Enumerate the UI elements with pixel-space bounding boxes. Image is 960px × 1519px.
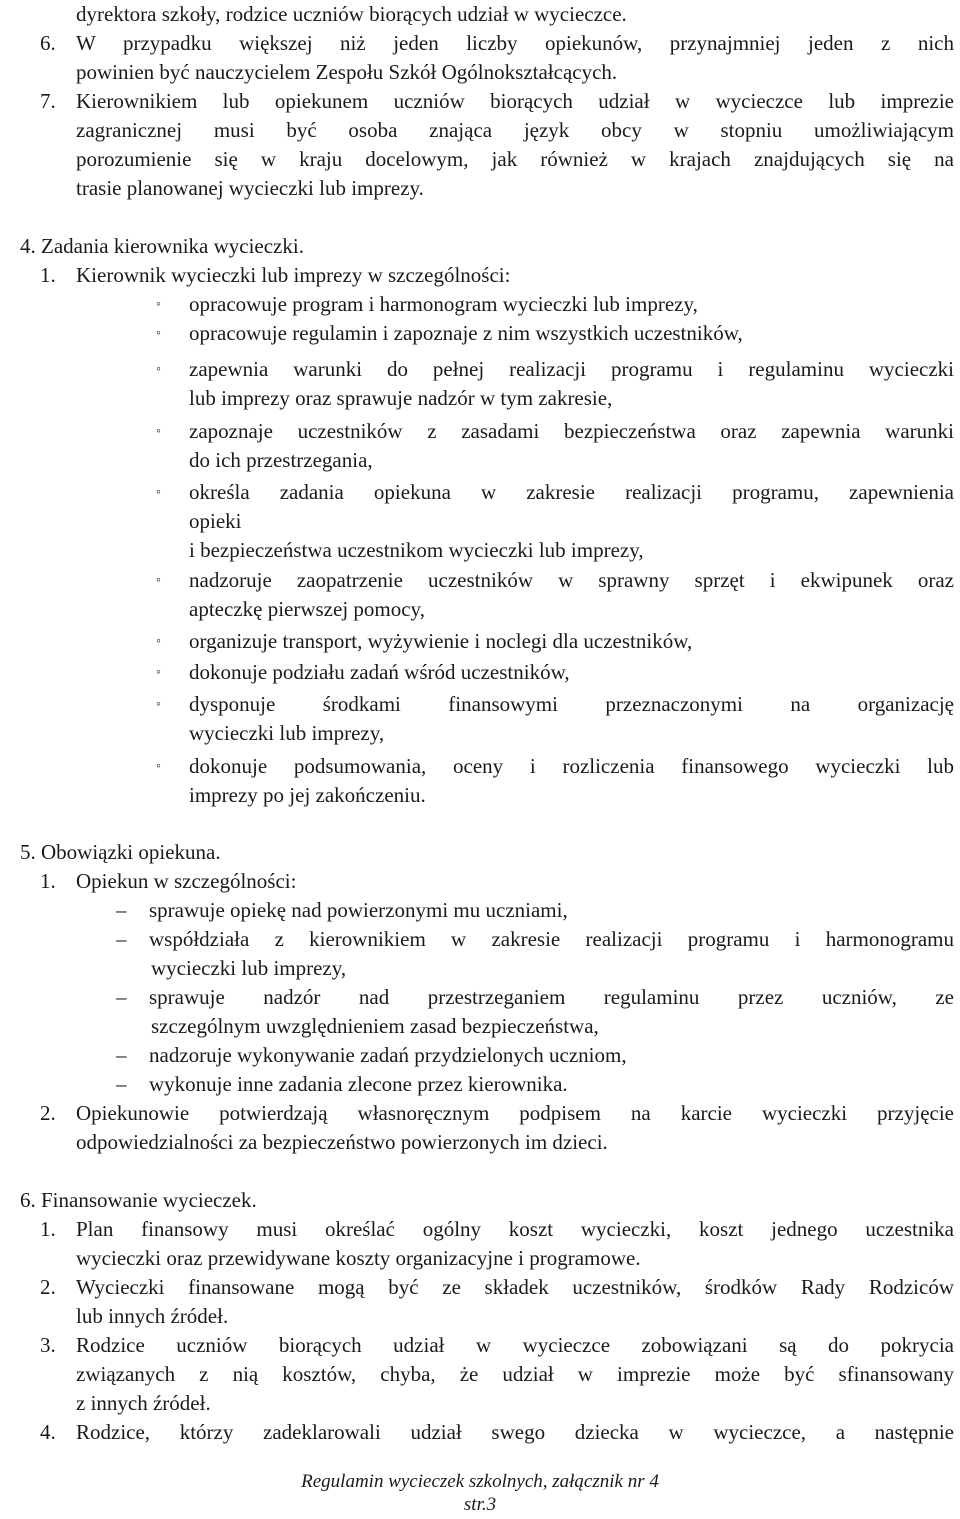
list-number: 1. — [40, 869, 56, 893]
text-line: porozumienie się w kraju docelowym, jak również w krajach znajdujących się na — [76, 147, 954, 171]
dash-icon: – — [116, 1072, 127, 1096]
bullet-text: dysponuje środkami finansowymi przeznaczonymi na organizację — [189, 692, 954, 716]
bullet-icon: ◦ — [156, 634, 161, 649]
dash-text: szczególnym uwzględnieniem zasad bezpieczeństwa, — [151, 1014, 599, 1038]
text-line: dyrektora szkoły, rodzice uczniów biorących udział w wycieczce. — [76, 2, 627, 26]
bullet-icon: ◦ — [156, 424, 161, 439]
bullet-text: dokonuje podziału zadań wśród uczestników, — [189, 660, 570, 684]
bullet-text: określa zadania opiekuna w zakresie realizacji programu, zapewnienia — [189, 480, 954, 504]
bullet-text: i bezpieczeństwa uczestnikom wycieczki lub imprezy, — [189, 538, 644, 562]
text-line: z innych źródeł. — [76, 1391, 211, 1415]
bullet-text: zapewnia warunki do pełnej realizacji programu i regulaminu wycieczki — [189, 357, 954, 381]
text-line: wycieczki oraz przewidywane koszty organizacyjne i programowe. — [76, 1246, 641, 1270]
dash-text: sprawuje nadzór nad przestrzeganiem regulaminu przez uczniów, ze — [149, 985, 954, 1009]
section-heading: 4. Zadania kierownika wycieczki. — [20, 234, 304, 258]
bullet-icon: ◦ — [156, 759, 161, 774]
dash-icon: – — [116, 1043, 127, 1067]
list-number: 3. — [40, 1333, 56, 1357]
bullet-text: lub imprezy oraz sprawuje nadzór w tym zakresie, — [189, 386, 613, 410]
text-line: Rodzice uczniów biorących udział w wycieczce zobowiązani są do pokrycia — [76, 1333, 954, 1357]
bullet-icon: ◦ — [156, 362, 161, 377]
text-line: Opiekunowie potwierdzają własnoręcznym podpisem na karcie wycieczki przyjęcie — [76, 1101, 954, 1125]
text-line: Opiekun w szczególności: — [76, 869, 297, 893]
section-heading: 5. Obowiązki opiekuna. — [20, 840, 221, 864]
bullet-text: imprezy po jej zakończeniu. — [189, 783, 426, 807]
bullet-text: opracowuje program i harmonogram wycieczki lub imprezy, — [189, 292, 698, 316]
list-number: 1. — [40, 263, 56, 287]
page-number: str.3 — [463, 1494, 497, 1515]
dash-text: nadzoruje wykonywanie zadań przydzielonych uczniom, — [149, 1043, 627, 1067]
text-line: Wycieczki finansowane mogą być ze składek uczestników, środków Rady Rodziców — [76, 1275, 954, 1299]
text-line: trasie planowanej wycieczki lub imprezy. — [76, 176, 424, 200]
bullet-text: dokonuje podsumowania, oceny i rozliczenia finansowego wycieczki lub — [189, 754, 954, 778]
bullet-text: do ich przestrzegania, — [189, 448, 373, 472]
text-line: odpowiedzialności za bezpieczeństwo powierzonych im dzieci. — [76, 1130, 608, 1154]
text-line: związanych z nią kosztów, chyba, że udział w imprezie może być sfinansowany — [76, 1362, 954, 1386]
section-heading: 6. Finansowanie wycieczek. — [20, 1188, 257, 1212]
dash-text: wykonuje inne zadania zlecone przez kierownika. — [149, 1072, 568, 1096]
list-number: 1. — [40, 1217, 56, 1241]
text-line: W przypadku większej niż jeden liczby opiekunów, przynajmniej jeden z nich — [76, 31, 954, 55]
list-number: 2. — [40, 1275, 56, 1299]
dash-icon: – — [116, 985, 127, 1009]
bullet-text: zapoznaje uczestników z zasadami bezpieczeństwa oraz zapewnia warunki — [189, 419, 954, 443]
bullet-icon: ◦ — [156, 326, 161, 341]
list-number: 2. — [40, 1101, 56, 1125]
list-number: 6. — [40, 31, 56, 55]
bullet-icon: ◦ — [156, 573, 161, 588]
bullet-text: apteczkę pierwszej pomocy, — [189, 597, 425, 621]
text-line: Kierownikiem lub opiekunem uczniów biorących udział w wycieczce lub imprezie — [76, 89, 954, 113]
dash-icon: – — [116, 927, 127, 951]
bullet-icon: ◦ — [156, 485, 161, 500]
text-line: lub innych źródeł. — [76, 1304, 229, 1328]
dash-text: sprawuje opiekę nad powierzonymi mu uczniami, — [149, 898, 568, 922]
text-line: powinien być nauczycielem Zespołu Szkół Ogólnokształcących. — [76, 60, 618, 84]
bullet-text: opieki — [189, 509, 242, 533]
text-line: Rodzice, którzy zadeklarowali udział swego dziecka w wycieczce, a następnie — [76, 1420, 954, 1444]
text-line: zagranicznej musi być osoba znająca język obcy w stopniu umożliwiającym — [76, 118, 954, 142]
dash-text: współdziała z kierownikiem w zakresie realizacji programu i harmonogramu — [149, 927, 954, 951]
text-line: Plan finansowy musi określać ogólny koszt wycieczki, koszt jednego uczestnika — [76, 1217, 954, 1241]
footer-title: Regulamin wycieczek szkolnych, załącznik nr 4 — [301, 1471, 659, 1492]
bullet-icon: ◦ — [156, 297, 161, 312]
dash-text: wycieczki lub imprezy, — [151, 956, 347, 980]
bullet-icon: ◦ — [156, 665, 161, 680]
bullet-text: wycieczki lub imprezy, — [189, 721, 385, 745]
bullet-icon: ◦ — [156, 697, 161, 712]
bullet-text: organizuje transport, wyżywienie i noclegi dla uczestników, — [189, 629, 693, 653]
list-number: 4. — [40, 1420, 56, 1444]
text-line: Kierownik wycieczki lub imprezy w szczególności: — [76, 263, 511, 287]
list-number: 7. — [40, 89, 56, 113]
dash-icon: – — [116, 898, 127, 922]
bullet-text: opracowuje regulamin i zapoznaje z nim wszystkich uczestników, — [189, 321, 743, 345]
bullet-text: nadzoruje zaopatrzenie uczestników w sprawny sprzęt i ekwipunek oraz — [189, 568, 954, 592]
